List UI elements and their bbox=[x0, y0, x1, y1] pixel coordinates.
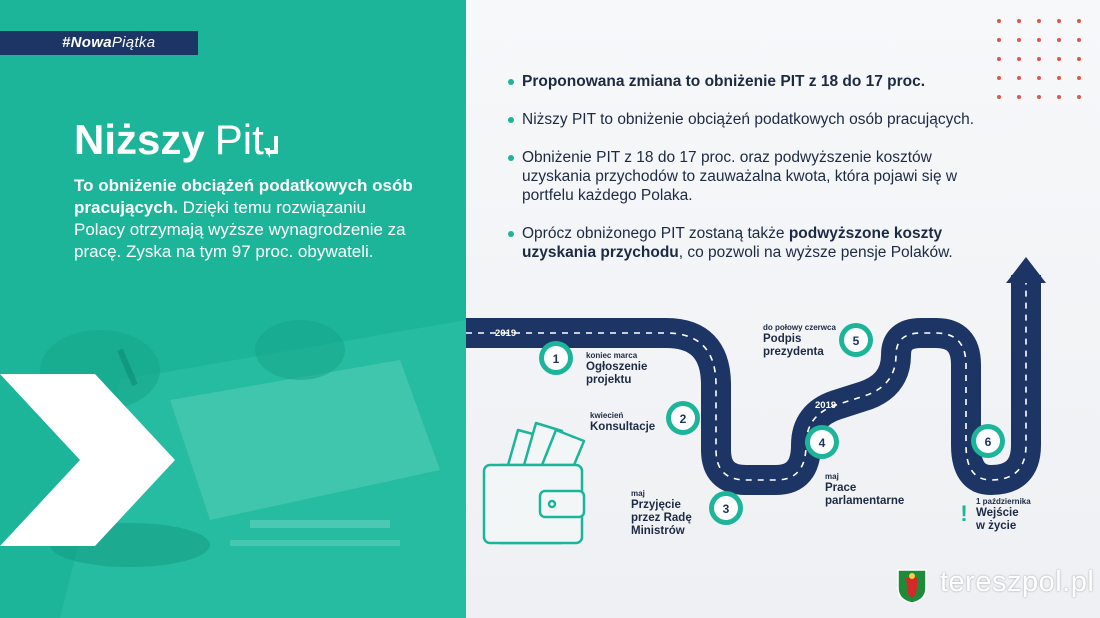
milestone-node bbox=[539, 341, 573, 375]
page-title bbox=[74, 112, 264, 162]
lead-rest: Dzięki temu rozwiązaniu Polacy otrzymają wyższe wynagrodzenie za pracę. Zyska na tym 97 proc. obywateli. bbox=[74, 198, 406, 261]
lead-bold: To obniżenie obciążeń podatkowych osób pracujących. bbox=[74, 176, 413, 217]
node-number: 1 bbox=[552, 352, 560, 366]
corner-arrow-icon bbox=[264, 134, 282, 158]
bullet-bold: Proponowana zmiana to obniżenie PIT z 18 do 17 proc. bbox=[522, 73, 926, 90]
node-number: 5 bbox=[852, 334, 860, 348]
lead-paragraph bbox=[74, 175, 414, 263]
bullet-item bbox=[506, 110, 986, 129]
milestone-title: Ogłoszenie projektu bbox=[586, 361, 648, 386]
node-number: 4 bbox=[818, 436, 826, 450]
coat-of-arms-icon bbox=[896, 568, 928, 604]
road-arrow-head-icon bbox=[1006, 257, 1046, 283]
milestone-date: maj bbox=[825, 472, 839, 481]
bullet-item bbox=[506, 148, 986, 205]
milestone-title: Konsultacje bbox=[590, 421, 656, 433]
milestone-date: do połowy czerwca bbox=[763, 323, 836, 332]
bullet-text-post: , co pozwoli na wyższe pensje Polaków. bbox=[678, 244, 953, 261]
milestone-date: maj bbox=[631, 489, 645, 498]
milestone-node bbox=[839, 323, 873, 357]
milestone-title: Prace parlamentarne bbox=[825, 482, 905, 507]
hashtag-prefix: #Nowa bbox=[62, 34, 112, 51]
bullet-list bbox=[506, 72, 986, 281]
milestone-1 bbox=[586, 351, 656, 387]
milestone-title: Wejście w życie bbox=[976, 507, 1019, 532]
milestone-3 bbox=[631, 489, 711, 538]
milestone-2 bbox=[590, 411, 655, 434]
chevron-right-arrow-icon bbox=[0, 374, 175, 546]
title-light: Pit bbox=[214, 116, 264, 163]
bullet-item bbox=[506, 72, 986, 91]
milestone-6 bbox=[976, 497, 1031, 533]
bullet-bold: podwyższone koszty uzyskania przychodu bbox=[522, 225, 943, 261]
node-number: 2 bbox=[679, 412, 687, 426]
wallet-icon bbox=[484, 423, 584, 543]
bullet-text: Obniżenie PIT z 18 do 17 proc. oraz podwyższenie kosztów uzyskania przychodów to zauważalna kwota, która pojawi się w portfelu każdego Polaka. bbox=[522, 149, 958, 204]
milestone-title: Podpis prezydenta bbox=[763, 333, 824, 358]
bullet-text: Niższy PIT to obniżenie obciążeń podatkowych osób pracujących. bbox=[522, 111, 975, 128]
left-panel bbox=[0, 0, 466, 618]
node-number: 6 bbox=[984, 435, 992, 449]
milestone-date: koniec marca bbox=[586, 351, 638, 360]
node-number: 3 bbox=[722, 502, 730, 516]
milestone-node bbox=[971, 424, 1005, 458]
milestone-4 bbox=[825, 472, 920, 508]
year-label: 2019 bbox=[815, 400, 837, 411]
milestone-date: 1 października bbox=[976, 497, 1031, 506]
site-watermark: tereszpol.pl bbox=[940, 566, 1095, 598]
milestone-node bbox=[666, 401, 700, 435]
decorative-dot-grid bbox=[996, 18, 1086, 102]
hashtag-banner bbox=[0, 31, 198, 55]
milestone-title: Przyjęcie przez Radę Ministrów bbox=[631, 499, 692, 537]
hashtag-suffix: Piątka bbox=[111, 34, 156, 51]
year-label: 2019 bbox=[495, 328, 517, 339]
milestone-date: kwiecień bbox=[590, 411, 624, 420]
milestone-5 bbox=[763, 323, 836, 359]
exclamation-mark: ! bbox=[960, 501, 968, 526]
title-bold: Niższy bbox=[74, 116, 205, 163]
milestone-node bbox=[805, 425, 839, 459]
bullet-text-pre: Oprócz obniżonego PIT zostaną także bbox=[522, 225, 789, 242]
milestone-node bbox=[709, 491, 743, 525]
